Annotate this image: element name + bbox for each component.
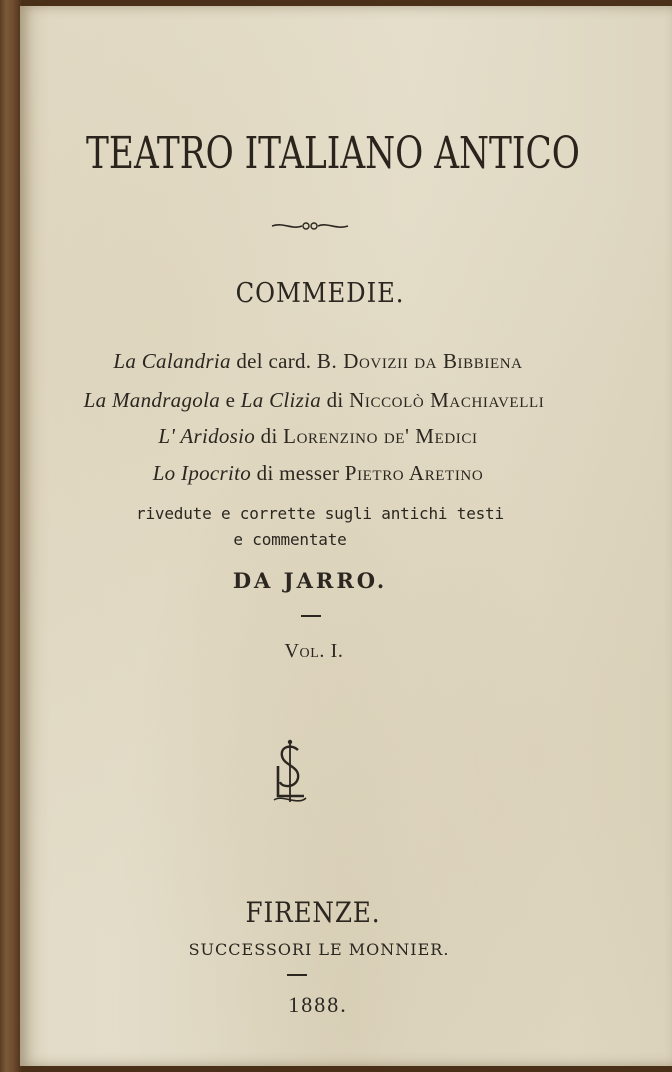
play-title: L' Aridosio <box>158 424 256 448</box>
volume-text: Vol. I. <box>284 640 344 662</box>
author-name: Pietro Aretino <box>344 461 484 485</box>
connector: di <box>255 424 284 448</box>
connector: di <box>321 388 350 412</box>
publisher-name: SUCCESSORI LE MONNIER. <box>188 940 450 959</box>
author-name: B. Dovizii da Bibbiena <box>316 349 523 373</box>
play-title: La Calandria <box>113 349 231 373</box>
work-line-4 <box>18 461 618 486</box>
publication-city: FIRENZE. <box>245 896 381 929</box>
play-title: Lo Ipocrito <box>152 461 252 485</box>
book-title: TEATRO ITALIANO ANTICO <box>86 128 580 179</box>
edition-note-line-1: rivedute e corrette sugli antichi testi <box>136 504 504 523</box>
work-line-1 <box>18 349 618 374</box>
publication-year: 1888. <box>288 992 348 1017</box>
play-title: La Clizia <box>240 388 322 412</box>
divider <box>301 615 321 617</box>
title-page <box>20 6 672 1066</box>
work-line-3 <box>18 424 618 449</box>
connector: di messer <box>251 461 345 485</box>
connector: e <box>220 388 241 412</box>
author-name: Lorenzino de' Medici <box>283 424 478 448</box>
connector: del card. <box>230 349 317 373</box>
scroll-ornament-icon <box>270 218 350 234</box>
divider <box>287 974 307 976</box>
monogram-sl-icon <box>270 736 310 806</box>
editor-name: DA JARRO. <box>232 568 388 593</box>
subtitle: COMMEDIE. <box>235 278 405 309</box>
edition-note-line-2: e commentate <box>233 530 347 549</box>
play-title: La Mandragola <box>83 388 221 412</box>
work-line-2 <box>4 388 624 413</box>
author-name: Niccolò Machiavelli <box>349 388 545 412</box>
volume-label <box>14 640 614 663</box>
